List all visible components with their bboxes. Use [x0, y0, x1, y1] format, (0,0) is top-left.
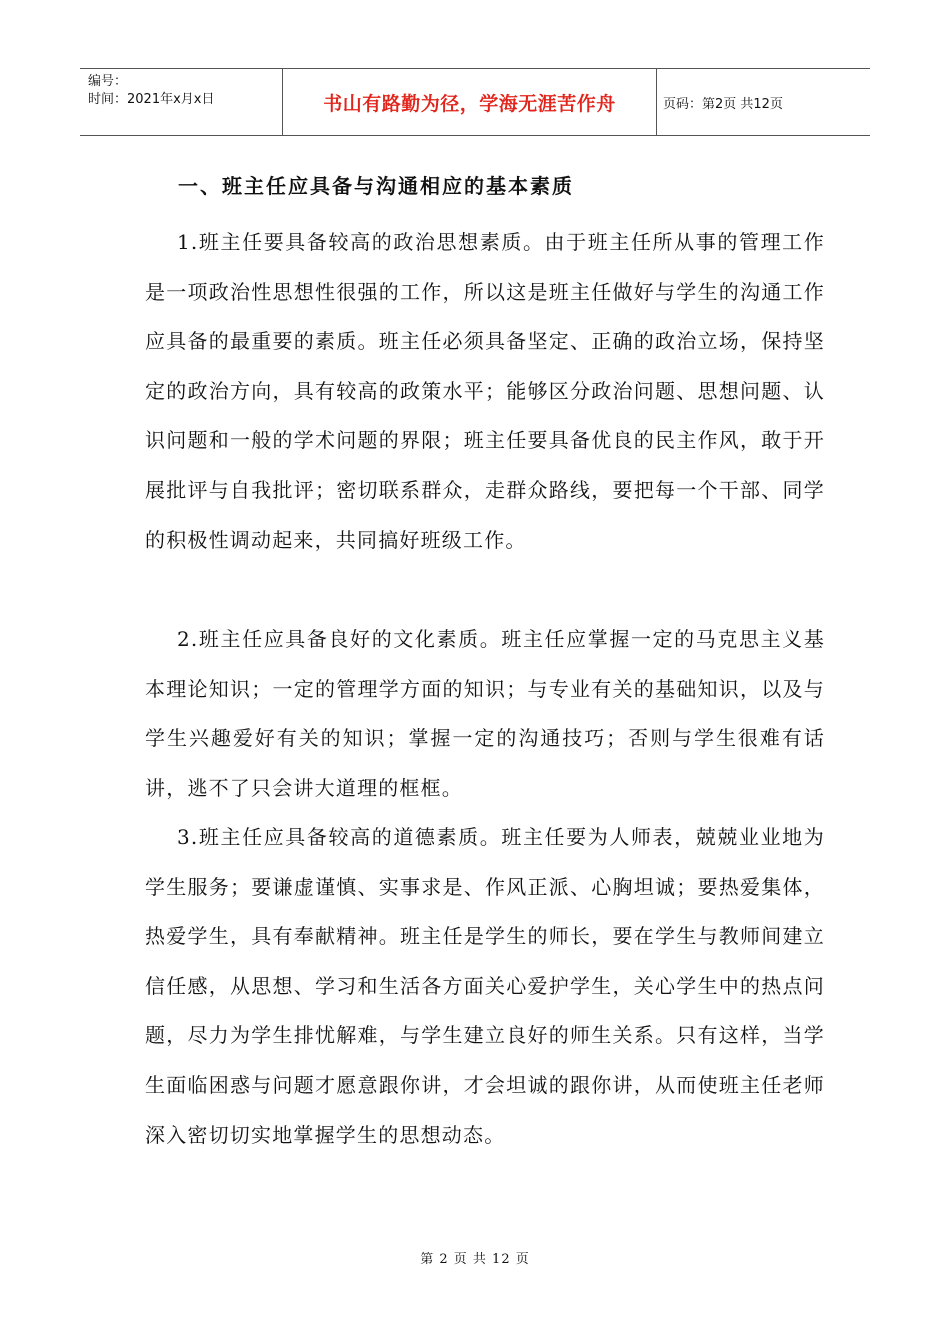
- page-header: [80, 68, 870, 136]
- section-heading: 一、班主任应具备与沟通相应的基本素质: [178, 174, 574, 198]
- page-footer: 第 2 页 共 12 页: [420, 1252, 530, 1267]
- motto-text: 书山有路勤为径，学海无涯苦作舟: [323, 92, 616, 115]
- paragraph-cultural-quality: 2.班主任应具备良好的文化素质。班主任应掌握一定的马克思主义基本理论知识；一定的管理学方面的知识；与专业有关的基础知识，以及与学生兴趣爱好有关的知识；掌握一定的沟通技巧；否则与学生很难有话讲，逃不了只会讲大道理的框框。: [145, 627, 825, 800]
- page-info: 页码：第2页 共12页: [663, 96, 783, 112]
- paragraph-moral-quality: 3.班主任应具备较高的道德素质。班主任要为人师表，兢兢业业地为学生服务；要谦虚谨慎、实事求是、作风正派、心胸坦诚；要热爱集体，热爱学生，具有奉献精神。班主任是学生的师长，要在学生与教师间建立信任感，从思想、学习和生活各方面关心爱护学生，关心学生中的热点问题，尽力为学生排忧解难，与学生建立良好的师生关系。只有这样，当学生面临困惑与问题才愿意跟你讲，才会坦诚的跟你讲，从而使班主任老师深入密切切实地掌握学生的思想动态。: [145, 825, 825, 1147]
- date-label: 时间：2021年x月x日: [88, 92, 215, 107]
- header-motto-cell: [283, 69, 657, 135]
- header-page-cell: [657, 69, 870, 135]
- header-meta-cell: [80, 69, 283, 135]
- serial-number-label: 编号：: [88, 74, 128, 89]
- paragraph-political-quality: 1.班主任要具备较高的政治思想素质。由于班主任所从事的管理工作是一项政治性思想性很强的工作，所以这是班主任做好与学生的沟通工作应具备的最重要的素质。班主任必须具备坚定、正确的政治立场，保持坚定的政治方向，具有较高的政策水平；能够区分政治问题、思想问题、认识问题和一般的学术问题的界限；班主任要具备优良的民主作风，敢于开展批评与自我批评；密切联系群众，走群众路线，要把每一个干部、同学的积极性调动起来，共同搞好班级工作。: [145, 230, 825, 552]
